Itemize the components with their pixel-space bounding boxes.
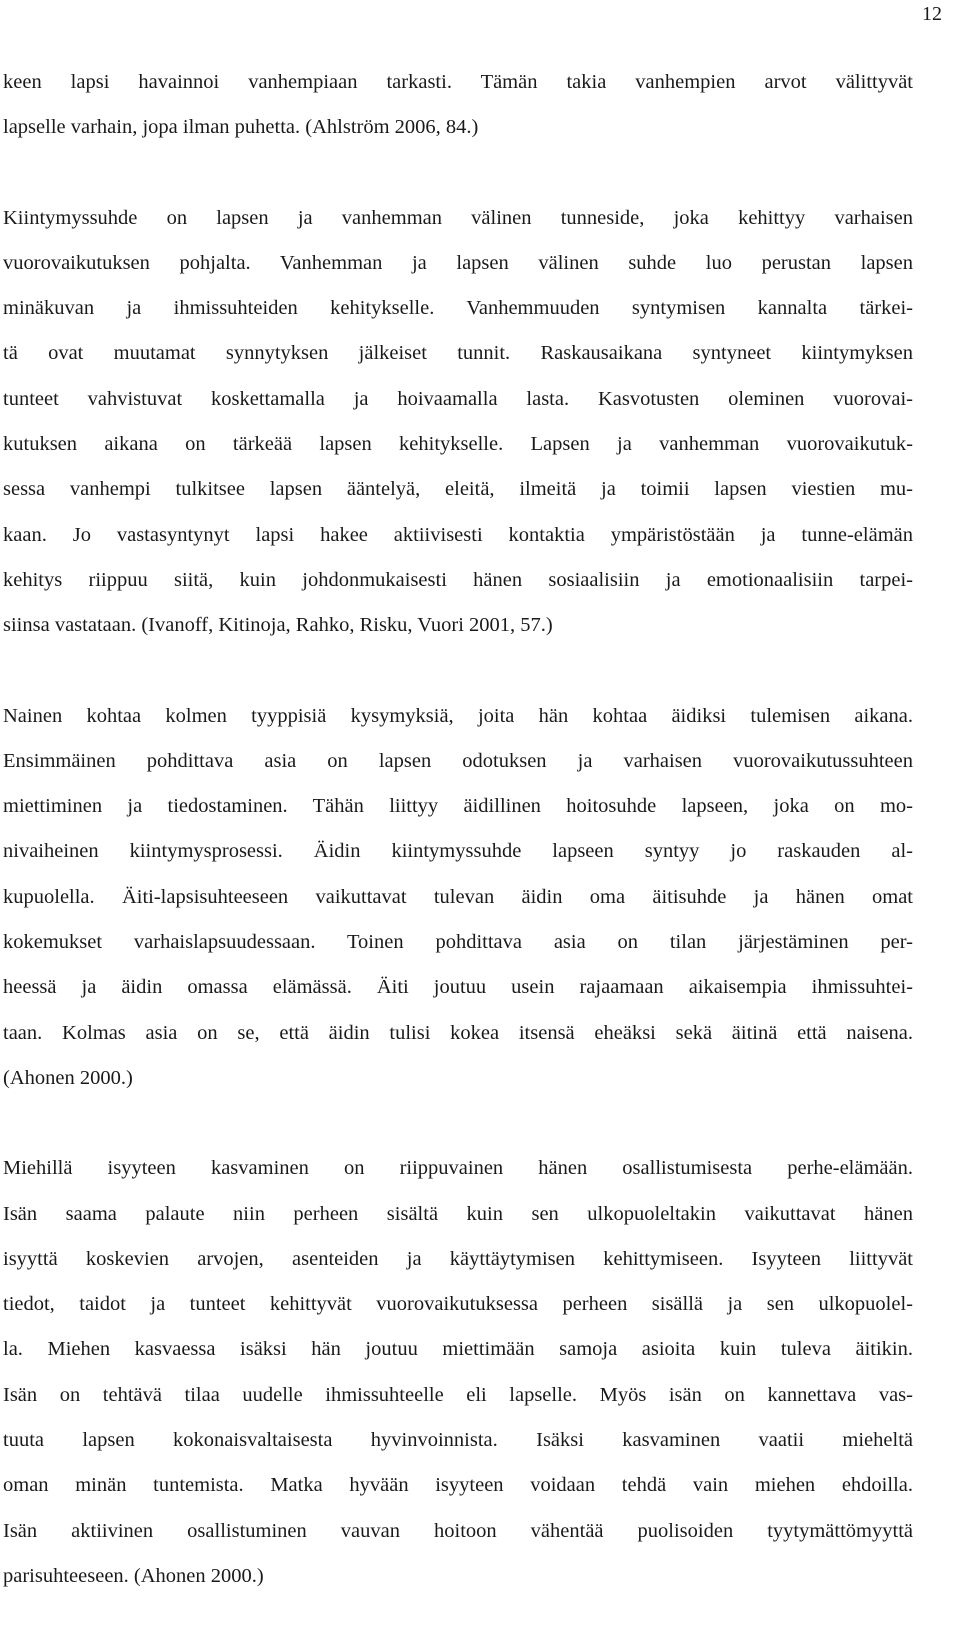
paragraph-gap: [3, 1101, 913, 1146]
text-line: Isän on tehtävä tilaa uudelle ihmissuhteelle eli lapselle. Myös isän on kannettava vas-: [3, 1383, 913, 1406]
text-line: kaan. Jo vastasyntynyt lapsi hakee aktiivisesti kontaktia ympäristöstään ja tunne-elämän: [3, 523, 913, 546]
text-line: Nainen kohtaa kolmen tyyppisiä kysymyksiä, joita hän kohtaa äidiksi tulemisen aikana.: [3, 704, 913, 727]
text-line: tiedot, taidot ja tunteet kehittyvät vuorovaikutuksessa perheen sisällä ja sen ulkopuolel-: [3, 1293, 913, 1316]
text-line: taan. Kolmas asia on se, että äidin tulisi kokea itsensä eheäksi sekä äitinä että naisena.: [3, 1021, 913, 1044]
text-line: parisuhteeseen. (Ahonen 2000.): [3, 1564, 264, 1587]
text-line: heessä ja äidin omassa elämässä. Äiti joutuu usein rajaamaan aikaisempia ihmissuhtei-: [3, 976, 913, 999]
text-line: tunteet vahvistuvat koskettamalla ja hoivaamalla lasta. Kasvotusten oleminen vuorovai-: [3, 387, 913, 410]
text-line: oman minän tuntemista. Matka hyvään isyyteen voidaan tehdä vain miehen ehdoilla.: [3, 1474, 913, 1497]
page-number: 12: [922, 3, 942, 25]
text-line: keen lapsi havainnoi vanhempiaan tarkasti. Tämän takia vanhempien arvot välittyvät: [3, 71, 913, 93]
paragraph-1: [3, 60, 913, 151]
text-line: vuorovaikutuksen pohjalta. Vanhemman ja lapsen välinen suhde luo perustan lapsen: [3, 251, 913, 274]
paragraph-2: [3, 196, 913, 649]
document-body: [3, 60, 913, 1599]
text-line: kokemukset varhaislapsuudessaan. Toinen pohdittava asia on tilan järjestäminen per-: [3, 931, 913, 954]
text-line: tuuta lapsen kokonaisvaltaisesta hyvinvoinnista. Isäksi kasvaminen vaatii mieheltä: [3, 1429, 913, 1452]
text-line: minäkuvan ja ihmissuhteiden kehitykselle. Vanhemmuuden syntymisen kannalta tärkei-: [3, 297, 913, 320]
text-line: la. Miehen kasvaessa isäksi hän joutuu miettimään samoja asioita kuin tuleva äitikin.: [3, 1338, 913, 1361]
text-line: kupuolella. Äiti-lapsisuhteeseen vaikuttavat tulevan äidin oma äitisuhde ja hänen omat: [3, 885, 913, 908]
text-line: miettiminen ja tiedostaminen. Tähän liittyy äidillinen hoitosuhde lapseen, joka on mo-: [3, 795, 913, 818]
text-line: kehitys riippuu siitä, kuin johdonmukaisesti hänen sosiaalisiin ja emotionaalisiin tarpei-: [3, 568, 913, 591]
paragraph-gap: [3, 649, 913, 694]
text-line: Miehillä isyyteen kasvaminen on riippuvainen hänen osallistumisesta perhe-elämään.: [3, 1157, 913, 1180]
text-line: nivaiheinen kiintymysprosessi. Äidin kiintymyssuhde lapseen syntyy jo raskauden al-: [3, 840, 913, 863]
paragraph-3: [3, 694, 913, 1102]
text-line: tä ovat muutamat synnytyksen jälkeiset tunnit. Raskausaikana syntyneet kiintymyksen: [3, 342, 913, 365]
text-line: isyyttä koskevien arvojen, asenteiden ja käyttäytymisen kehittymiseen. Isyyteen liittyvät: [3, 1247, 913, 1270]
text-line: (Ahonen 2000.): [3, 1066, 133, 1089]
text-line: Kiintymyssuhde on lapsen ja vanhemman välinen tunneside, joka kehittyy varhaisen: [3, 206, 913, 229]
paragraph-4: [3, 1146, 913, 1599]
text-line: Ensimmäinen pohdittava asia on lapsen odotuksen ja varhaisen vuorovaikutussuhteen: [3, 749, 913, 772]
text-line: Isän saama palaute niin perheen sisältä kuin sen ulkopuoleltakin vaikuttavat hänen: [3, 1202, 913, 1225]
text-line: lapselle varhain, jopa ilman puhetta. (Ahlström 2006, 84.): [3, 116, 479, 139]
text-line: siinsa vastataan. (Ivanoff, Kitinoja, Rahko, Risku, Vuori 2001, 57.): [3, 614, 553, 637]
paragraph-gap: [3, 151, 913, 196]
text-line: kutuksen aikana on tärkeää lapsen kehitykselle. Lapsen ja vanhemman vuorovaikutuk-: [3, 433, 913, 456]
text-line: sessa vanhempi tulkitsee lapsen ääntelyä, eleitä, ilmeitä ja toimii lapsen viestien mu-: [3, 478, 913, 501]
text-line: Isän aktiivinen osallistuminen vauvan hoitoon vähentää puolisoiden tyytymättömyyttä: [3, 1519, 913, 1542]
